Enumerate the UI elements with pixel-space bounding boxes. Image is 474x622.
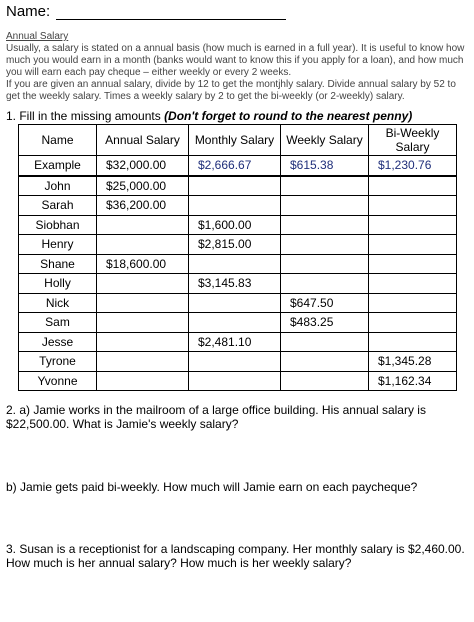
cell-weekly[interactable] <box>281 176 369 196</box>
cell-name: Shane <box>19 254 97 274</box>
cell-bi-weekly[interactable] <box>369 274 457 294</box>
cell-name: Siobhan <box>19 215 97 235</box>
cell-name: Sam <box>19 313 97 333</box>
cell-annual[interactable] <box>97 352 189 372</box>
cell-name: Nick <box>19 293 97 313</box>
question-1 <box>6 109 412 123</box>
cell-bi-weekly: $1,230.76 <box>369 156 457 176</box>
cell-bi-weekly[interactable] <box>369 332 457 352</box>
cell-name: Sarah <box>19 196 97 216</box>
cell-annual[interactable] <box>97 332 189 352</box>
cell-name: Henry <box>19 235 97 255</box>
cell-annual[interactable]: $25,000.00 <box>97 176 189 196</box>
cell-annual[interactable]: $18,600.00 <box>97 254 189 274</box>
table-row <box>19 254 457 274</box>
table-row <box>19 352 457 372</box>
cell-monthly: $2,666.67 <box>189 156 281 176</box>
name-field-row <box>6 3 286 20</box>
cell-annual[interactable] <box>97 235 189 255</box>
cell-weekly[interactable] <box>281 352 369 372</box>
header-weekly-salary: Weekly Salary <box>281 125 369 156</box>
cell-monthly[interactable]: $1,600.00 <box>189 215 281 235</box>
intro-heading: Annual Salary <box>6 31 69 42</box>
cell-name: Tyrone <box>19 352 97 372</box>
table-row <box>19 293 457 313</box>
cell-bi-weekly[interactable]: $1,345.28 <box>369 352 457 372</box>
name-label: Name: <box>6 3 51 20</box>
header-annual-salary: Annual Salary <box>97 125 189 156</box>
intro-paragraph-2: If you are given an annual salary, divide by 12 to get the montjhly salary. Divide annual salary by 52 to get the weekly salary. Times a weekly salary by 2 to get the bi-weekly (or 2-weekly) salary. <box>6 79 456 102</box>
cell-monthly[interactable] <box>189 371 281 391</box>
table-row <box>19 176 457 196</box>
table-row <box>19 235 457 255</box>
header-name: Name <box>19 125 97 156</box>
header-bi-weekly-salary: Bi-Weekly Salary <box>369 125 457 156</box>
question-1-text: 1. Fill in the missing amounts <box>6 109 165 123</box>
table-row <box>19 371 457 391</box>
cell-name: Holly <box>19 274 97 294</box>
cell-monthly[interactable]: $2,481.10 <box>189 332 281 352</box>
cell-weekly[interactable] <box>281 235 369 255</box>
cell-annual: $32,000.00 <box>97 156 189 176</box>
cell-weekly[interactable] <box>281 332 369 352</box>
cell-name: Example <box>19 156 97 176</box>
cell-bi-weekly[interactable] <box>369 313 457 333</box>
cell-annual[interactable] <box>97 371 189 391</box>
table-header-row <box>19 125 457 156</box>
cell-monthly[interactable] <box>189 196 281 216</box>
cell-monthly[interactable]: $2,815.00 <box>189 235 281 255</box>
cell-name: Yvonne <box>19 371 97 391</box>
table-row <box>19 215 457 235</box>
cell-annual[interactable] <box>97 293 189 313</box>
cell-weekly[interactable] <box>281 254 369 274</box>
table-row <box>19 274 457 294</box>
cell-name: Jesse <box>19 332 97 352</box>
cell-bi-weekly[interactable]: $1,162.34 <box>369 371 457 391</box>
cell-bi-weekly[interactable] <box>369 235 457 255</box>
cell-name: John <box>19 176 97 196</box>
cell-weekly[interactable]: $483.25 <box>281 313 369 333</box>
question-3: 3. Susan is a receptionist for a landscaping company. Her monthly salary is $2,460.00. How much is her annual salary? How much is her weekly salary? <box>6 542 465 570</box>
cell-monthly[interactable] <box>189 293 281 313</box>
cell-bi-weekly[interactable] <box>369 254 457 274</box>
cell-weekly: $615.38 <box>281 156 369 176</box>
cell-annual[interactable] <box>97 274 189 294</box>
table-row <box>19 196 457 216</box>
question-1-note: (Don't forget to round to the nearest penny) <box>164 109 413 123</box>
cell-monthly[interactable] <box>189 352 281 372</box>
cell-weekly[interactable] <box>281 371 369 391</box>
cell-annual[interactable] <box>97 313 189 333</box>
cell-annual[interactable] <box>97 215 189 235</box>
question-2b: b) Jamie gets paid bi-weekly. How much will Jamie earn on each paycheque? <box>6 480 418 494</box>
table-row-example <box>19 156 457 176</box>
intro-paragraph-1: Usually, a salary is stated on a annual basis (how much is earned in a full year). It is useful to know how much you would earn in a month (banks would want to know this if you apply for a loan), and how much you will earn each pay cheque – either weekly or every 2 weeks. <box>6 43 465 78</box>
header-monthly-salary: Monthly Salary <box>189 125 281 156</box>
cell-weekly[interactable]: $647.50 <box>281 293 369 313</box>
cell-bi-weekly[interactable] <box>369 176 457 196</box>
cell-monthly[interactable]: $3,145.83 <box>189 274 281 294</box>
table-row <box>19 313 457 333</box>
cell-monthly[interactable] <box>189 176 281 196</box>
cell-weekly[interactable] <box>281 196 369 216</box>
question-2a: 2. a) Jamie works in the mailroom of a large office building. His annual salary is $22,500.00. What is Jamie's weekly salary? <box>6 403 426 431</box>
name-blank-line[interactable] <box>56 3 286 20</box>
salary-table <box>18 124 457 391</box>
intro-section <box>6 31 470 103</box>
table-row <box>19 332 457 352</box>
cell-bi-weekly[interactable] <box>369 215 457 235</box>
cell-monthly[interactable] <box>189 313 281 333</box>
cell-bi-weekly[interactable] <box>369 196 457 216</box>
cell-bi-weekly[interactable] <box>369 293 457 313</box>
cell-monthly[interactable] <box>189 254 281 274</box>
cell-weekly[interactable] <box>281 274 369 294</box>
cell-weekly[interactable] <box>281 215 369 235</box>
cell-annual[interactable]: $36,200.00 <box>97 196 189 216</box>
